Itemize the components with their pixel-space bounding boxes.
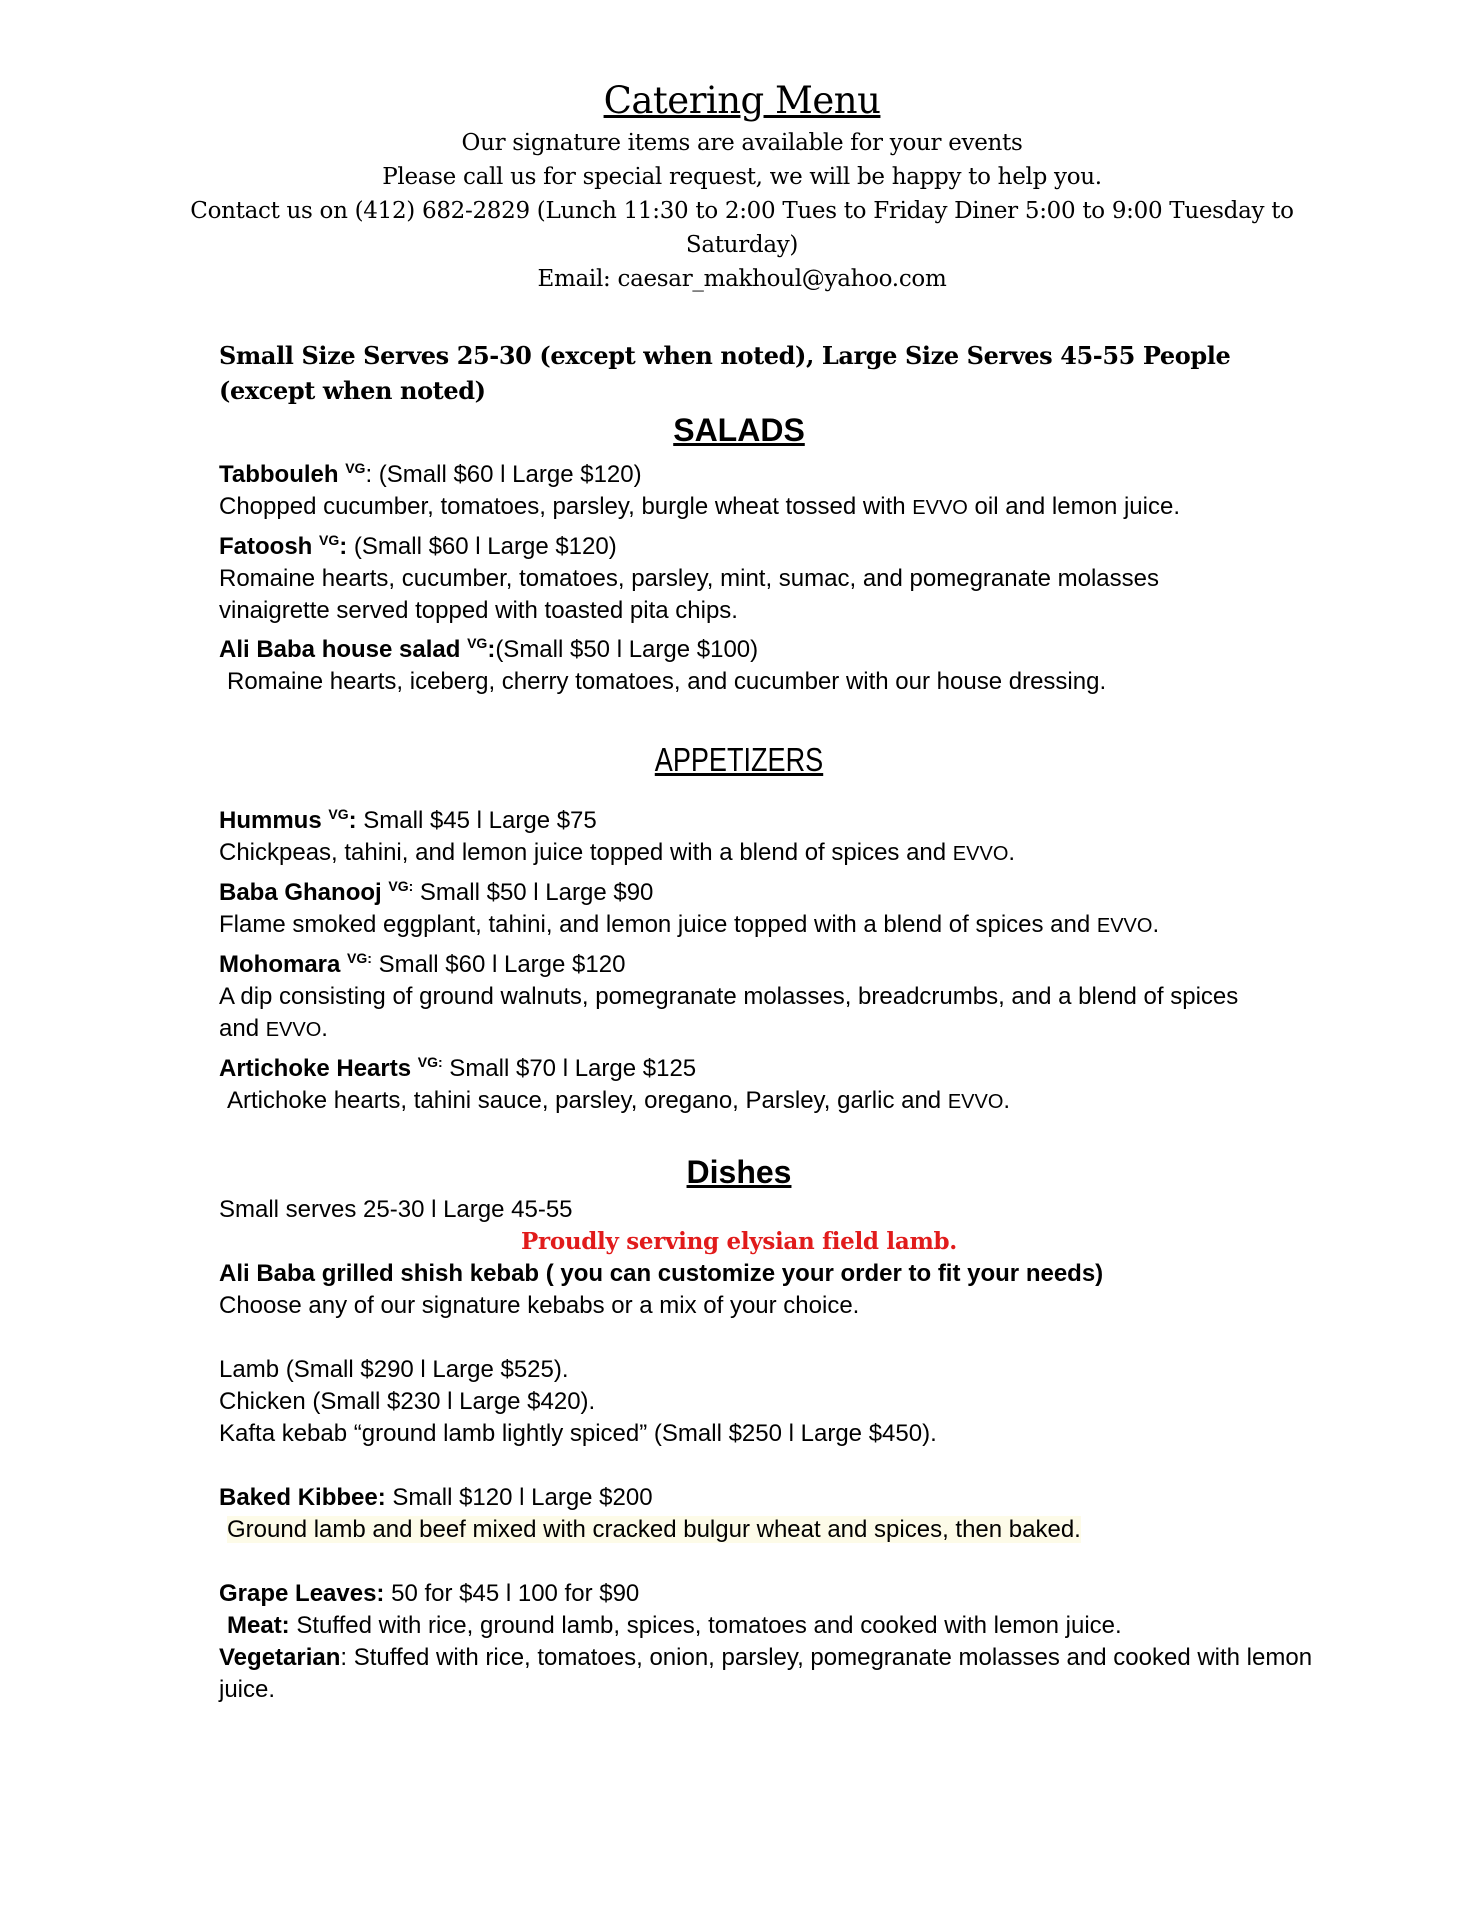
item-name: Tabbouleh [219,461,339,488]
menu-content [219,338,1319,1706]
item-price: 50 for $45 l 100 for $90 [384,1580,640,1607]
item-price: Small $60 l Large $120 [371,951,626,978]
section-title-salads: SALADS [673,412,805,448]
item-name: Fatoosh [219,533,313,560]
item-price: (Small $60 l Large $120) [347,533,617,560]
menu-item-house-salad: Ali Baba house salad $^{VG}$:(Small $50 l Large $100) [219,635,759,663]
item-description: Choose any of our signature kebabs or a mix of your choice. [219,1292,860,1319]
item-description: Chickpeas, tahini, and lemon juice topped with a blend of spices and EVVO. [219,839,1016,866]
kebab-option-lamb: Lamb (Small $290 l Large $525). [219,1356,569,1383]
menu-item-hummus: Hummus $^{VG}$: Small $45 l Large $75 [219,806,597,834]
menu-item-fatoosh: Fatoosh $^{VG}$: (Small $60 l Large $120) [219,532,617,560]
kebab-option-chicken: Chicken (Small $230 l Large $420). [219,1388,596,1415]
item-description: Flame smoked eggplant, tahini, and lemon juice topped with a blend of spices and EVVO. [219,911,1160,938]
menu-item-baked-kibbee [219,1482,1319,1514]
menu-item-shish-kebab: Ali Baba grilled shish kebab ( you can customize your order to fit your needs) [219,1260,1104,1287]
menu-item-tabbouleh [219,452,1319,491]
vegan-badge: VG [467,635,488,651]
menu-header [0,78,1484,296]
item-name: Mohomara [219,951,341,978]
item-price: Small $50 l Large $90 [413,879,654,906]
item-description: Romaine hearts, iceberg, cherry tomatoes, and cucumber with our house dressing. [227,668,1107,695]
item-price: Small $70 l Large $125 [442,1055,697,1082]
item-name: Artichoke Hearts [219,1055,412,1082]
menu-item-baba-ghanooj [219,870,1319,909]
header-email: Email: caesar_makhoul@yahoo.com [537,266,947,292]
item-description: Chopped cucumber, tomatoes, parsley, burgle wheat tossed with EVVO oil and lemon juice. [219,493,1180,520]
grape-leaves-meat: Meat: Stuffed with rice, ground lamb, spices, tomatoes and cooked with lemon juice. [227,1612,1122,1639]
item-price: Small $120 l Large $200 [385,1484,653,1511]
grape-leaves-vegetarian: Vegetarian: Stuffed with rice, tomatoes, onion, parsley, pomegranate molasses and cooked with lemon juice. [219,1644,1313,1703]
item-description: Artichoke hearts, tahini sauce, parsley, oregano, Parsley, garlic and EVVO. [227,1087,1011,1114]
vegan-badge: VG [319,532,340,548]
item-price: Small $45 l Large $75 [356,807,597,834]
menu-item-mohomara [219,942,1319,981]
header-line-special-request: Please call us for special request, we will be happy to help you. [382,164,1102,190]
item-price: (Small $50 l Large $100) [495,636,759,663]
section-title-appetizers: APPETIZERS [654,741,824,778]
item-name: Hummus [219,807,322,834]
vegan-badge: VG: [347,950,372,966]
menu-item-grape-leaves [219,1578,1319,1610]
header-line-contact: Contact us on (412) 682-2829 (Lunch 11:30 to 2:00 Tues to Friday Diner 5:00 to 9:00 Tuesday to Saturday) [190,198,1294,258]
dishes-serves: Small serves 25-30 l Large 45-55 [219,1196,573,1223]
menu-item-artichoke-hearts [219,1046,1319,1085]
item-name: Grape Leaves: [219,1580,385,1607]
item-price: : (Small $60 l Large $120) [365,461,642,488]
section-title-dishes: Dishes [686,1154,792,1190]
vegan-badge: VG: [417,1054,443,1070]
item-name: Baked Kibbee: [219,1484,386,1511]
vegan-badge: VG: [388,878,414,894]
item-name: Ali Baba house salad [219,636,461,663]
vegan-badge: VG [328,806,349,822]
item-name: Baba Ghanooj [219,879,382,906]
header-line-availability: Our signature items are available for your events [461,130,1023,156]
item-description: A dip consisting of ground walnuts, pomegranate molasses, breadcrumbs, and a blend of spices and EVVO. [219,983,1239,1042]
vegan-badge: VG [345,460,366,476]
serves-note: Small Size Serves 25-30 (except when noted), Large Size Serves 45-55 People (except when noted) [219,341,1231,405]
page-title: Catering Menu [603,79,881,122]
lamb-note: Proudly serving elysian field lamb. [521,1228,957,1255]
item-description: Romaine hearts, cucumber, tomatoes, parsley, mint, sumac, and pomegranate molasses vinaigrette served topped with toasted pita chips. [219,565,1159,624]
kebab-option-kafta: Kafta kebab “ground lamb lightly spiced” (Small $250 l Large $450). [219,1420,937,1447]
item-description: Ground lamb and beef mixed with cracked bulgur wheat and spices, then baked. [227,1516,1081,1543]
